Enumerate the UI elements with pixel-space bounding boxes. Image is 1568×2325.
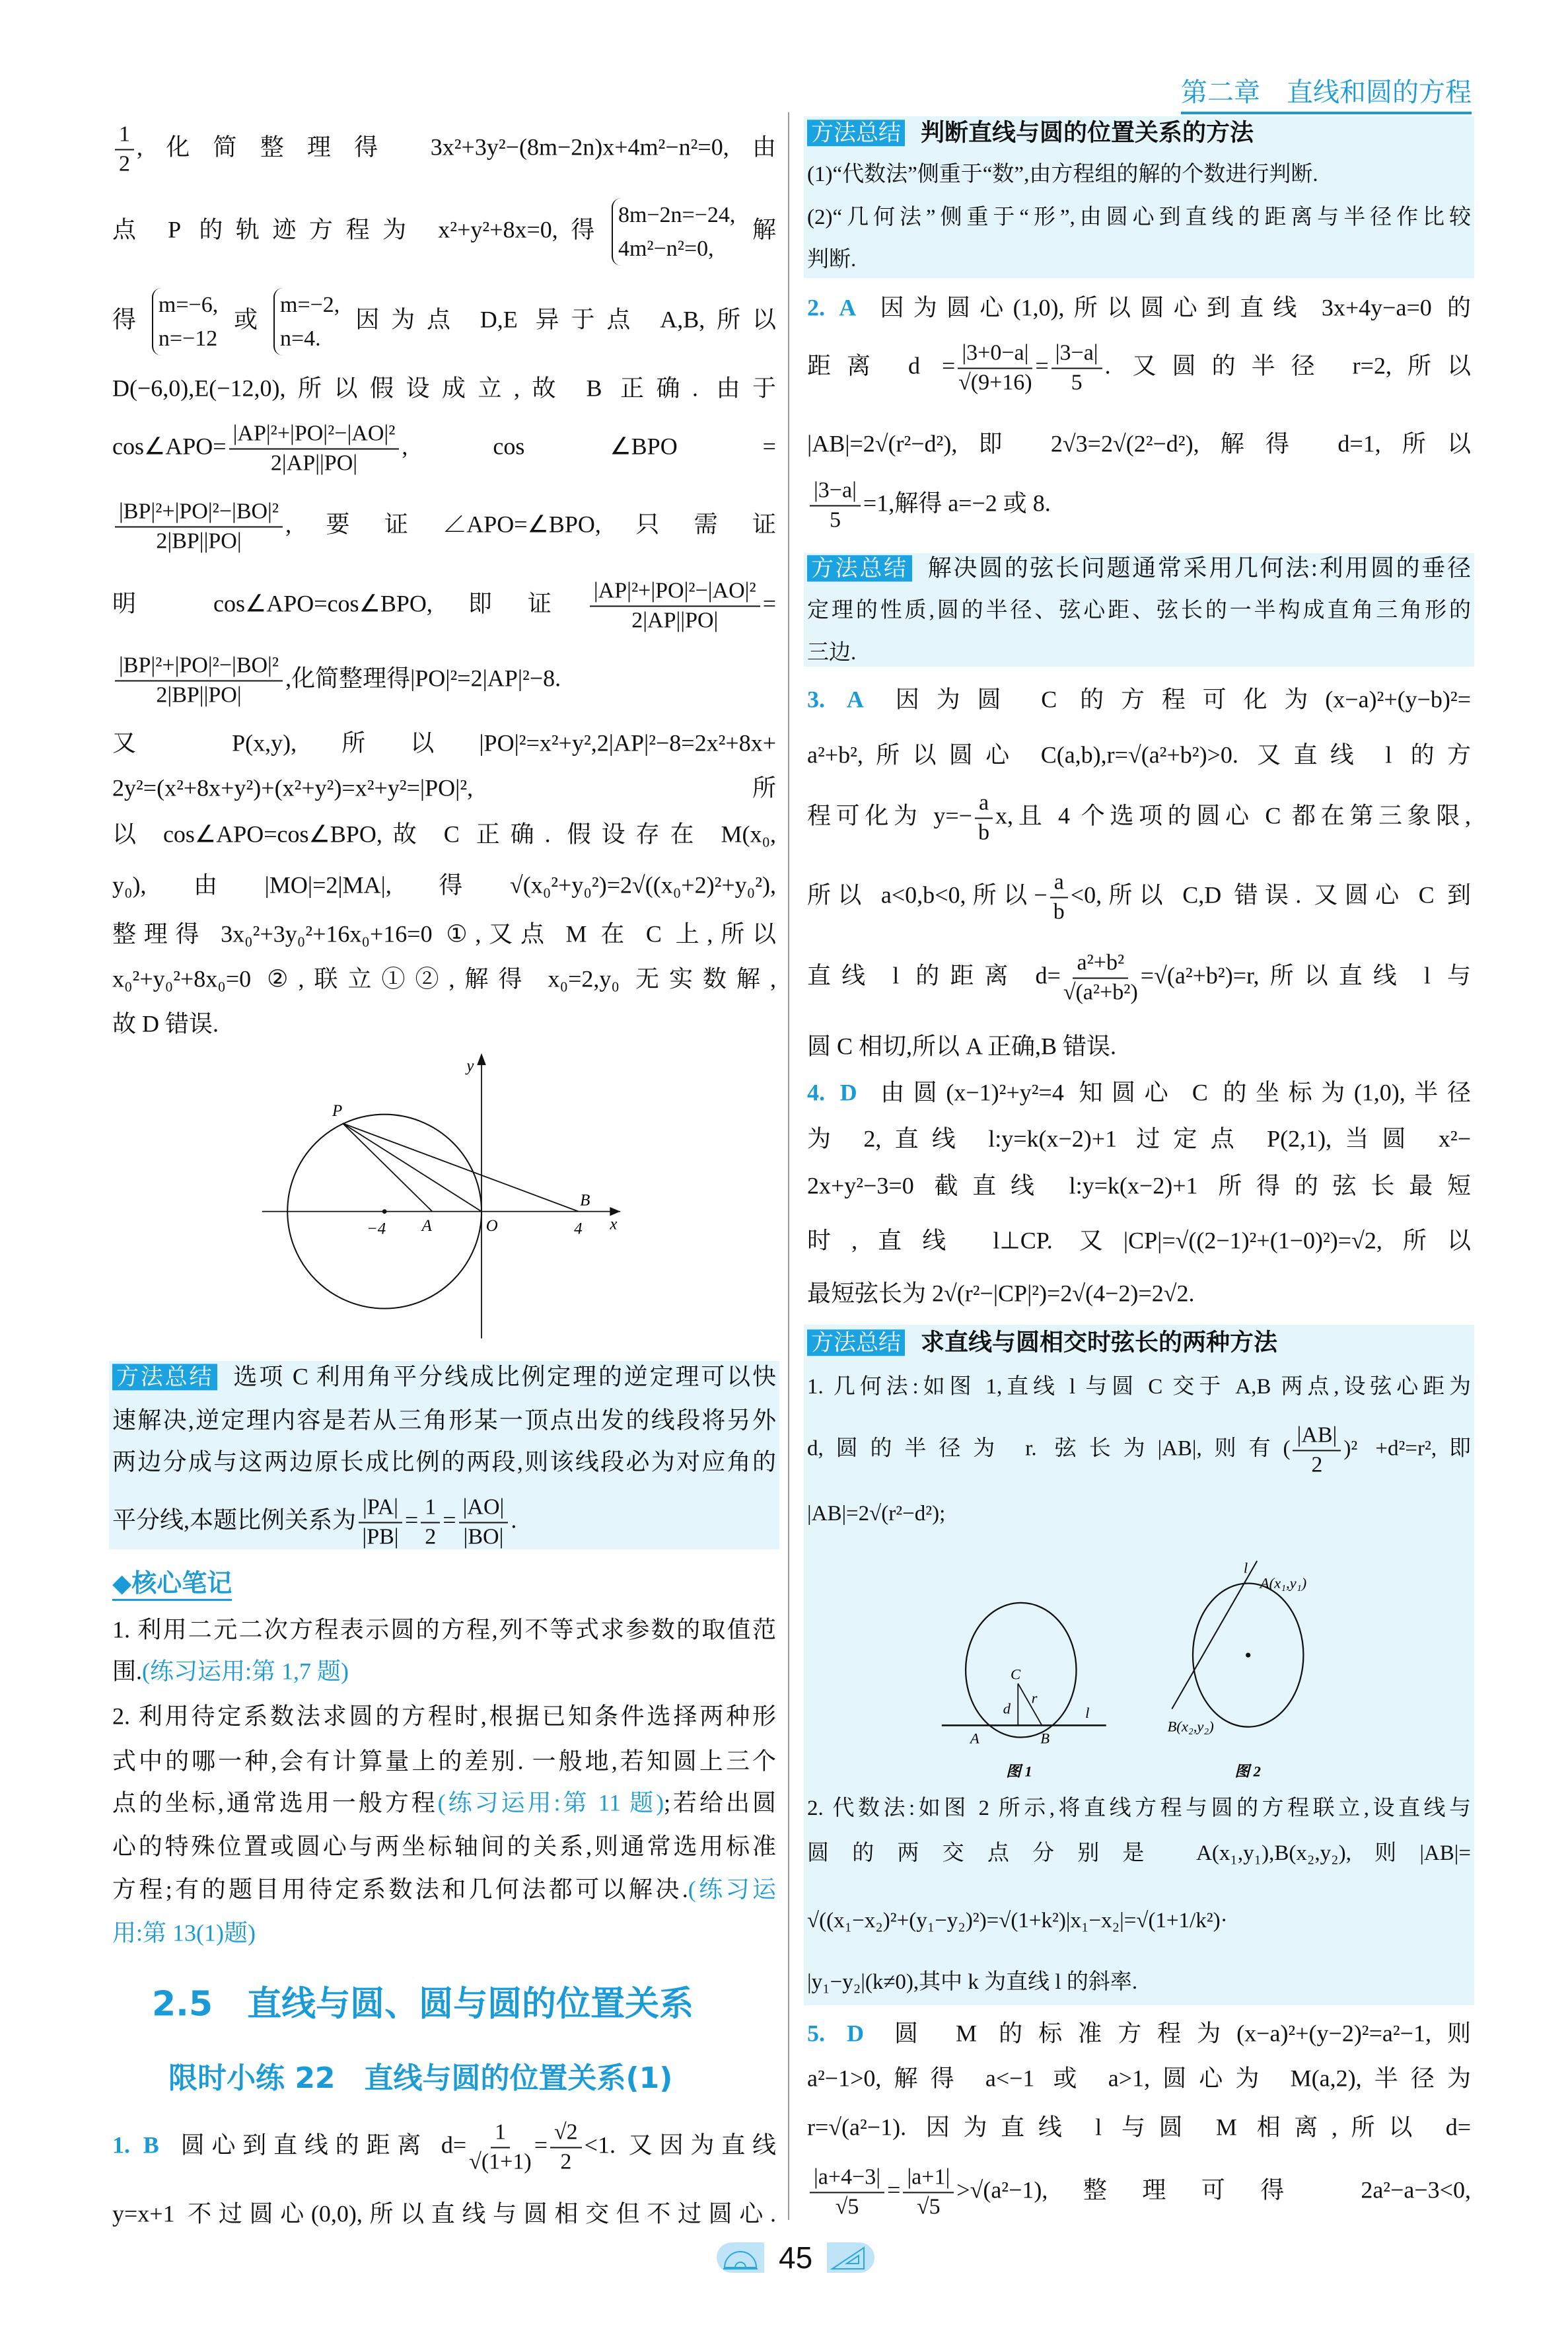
numerator: |BP|²+|PO|²−|BO|²: [115, 652, 283, 682]
numerator: a: [975, 790, 993, 819]
practice-reference: (练习运用:第 1,7 题): [142, 1658, 349, 1685]
answer-3: [807, 686, 1471, 713]
fraction: [590, 577, 760, 635]
text: =: [1035, 352, 1049, 379]
text: =√(a²+b²)=r,所以直线 l 与: [1140, 962, 1471, 989]
text: 明 cos∠APO=cos∠BPO,即证: [112, 590, 587, 617]
text-line: 最短弦长为 2√(r²−|CP|²)=2√(4−2)=2√2.: [807, 1280, 1195, 1307]
text-line: 速解决,逆定理内容是若从三角形某一顶点出发的线段将另外: [112, 1407, 776, 1434]
label-A: A(x₁,y₁): [1260, 1574, 1307, 1592]
text-line: [112, 198, 776, 266]
text-line: r=√(a²−1). 因为直线 l 与圆 M 相离,所以 d=: [807, 2114, 1471, 2141]
text: . 又圆的半径 r=2,所以: [1104, 352, 1471, 379]
text-line: [807, 554, 1471, 581]
answer-number: 5. D: [807, 2020, 865, 2047]
fraction: [459, 1494, 509, 1551]
fraction: [975, 790, 993, 847]
circle-C: [966, 1603, 1076, 1738]
tick-label: 4: [574, 1220, 583, 1238]
text-line: (2)“几何法”侧重于“形”,由圆心到直线的距离与半径作比较: [807, 205, 1471, 230]
numerator: |AB|: [1293, 1422, 1341, 1452]
text-line: 2. 利用待定系数法求圆的方程时,根据已知条件选择两种形: [112, 1703, 776, 1730]
text: >√(a²−1),整理可得 2a²−a−3<0,: [956, 2176, 1471, 2203]
numerator: 1: [115, 121, 134, 151]
text: 因为圆心(1,0),所以圆心到直线 3x+4y−a=0 的: [871, 294, 1471, 321]
fraction: [810, 2164, 884, 2221]
fraction: [1063, 949, 1138, 1007]
numerator: √2: [550, 2119, 582, 2149]
text: 所以 a<0,b<0,所以−: [807, 881, 1048, 908]
numerator: |AP|²+|PO|²−|AO|²: [590, 577, 760, 607]
text: 程可化为 y=−: [807, 802, 972, 829]
denominator: √(9+16): [958, 370, 1032, 394]
text-line: [112, 1658, 776, 1685]
numerator: |AO|: [459, 1494, 509, 1524]
chapter-header: 第二章 直线和圆的方程: [1181, 71, 1472, 114]
numerator: |PA|: [359, 1494, 402, 1524]
denominator: 2: [425, 1524, 437, 1549]
figure-caption: 图 2: [1234, 1763, 1261, 1780]
equation: 8m−2n=−24,: [618, 203, 736, 227]
text: 距离 d =: [807, 352, 956, 379]
center-point: [1246, 1652, 1250, 1657]
text-line: [807, 1422, 1471, 1479]
text: 得: [112, 306, 148, 333]
fraction: [1293, 1422, 1341, 1479]
practice-reference: (练习运: [688, 1876, 776, 1903]
fraction: [810, 477, 861, 535]
equation: n=−12: [158, 326, 218, 351]
text: )² +d²=r²,即: [1343, 1436, 1471, 1461]
text-line: 定理的性质,圆的半径、弦心距、弦长的一半构成直角三角形的: [807, 599, 1471, 623]
fraction: [1050, 869, 1068, 926]
fraction: [421, 1494, 440, 1551]
denominator: b: [1053, 899, 1065, 924]
equation: 4m²−n²=0,: [618, 237, 714, 261]
text: ,化简整理得 3x²+3y²−(8m−2n)x+4m²−n²=0,由: [137, 133, 776, 161]
section-title: 2.5 直线与圆、圆与圆的位置关系: [152, 1984, 694, 2024]
label-r: r: [1031, 1689, 1038, 1707]
text: =: [404, 1506, 419, 1533]
numerator: |a+4−3|: [810, 2164, 884, 2194]
text-line: 时,直线 l⊥CP. 又|CP|=√((2−1)²+(1−0)²)=√2,所以: [807, 1227, 1471, 1254]
text: 直线 l 的距离 d=: [807, 962, 1061, 989]
text-line: (1)“代数法”侧重于“数”,由方程组的解的个数进行判断.: [807, 163, 1318, 187]
text-line: x₀²+y₀²+8x₀=0 ②,联立①②,解得 x₀=2,y₀ 无实数解,: [112, 965, 776, 992]
text-line: [807, 2164, 1471, 2221]
text-line: 圆 C 相切,所以 A 正确,B 错误.: [807, 1033, 1117, 1060]
denominator: |BO|: [463, 1524, 504, 1549]
fraction: [903, 2164, 954, 2221]
text-line: [807, 869, 1471, 926]
axis-label-x: x: [610, 1215, 618, 1234]
fraction: [469, 2119, 531, 2176]
text: 平分线,本题比例关系为: [112, 1506, 357, 1533]
text-line: 两边分成与这两边原长成比例的两段,则该线段必为对应角的: [112, 1448, 776, 1475]
text-line: |y₁−y₂|(k≠0),其中 k 为直线 l 的斜率.: [807, 1970, 1138, 1995]
denominator: 2|BP||PO|: [156, 683, 242, 707]
label-d: d: [1003, 1700, 1011, 1717]
denominator: |PB|: [362, 1524, 399, 1549]
answer-2: [807, 294, 1471, 321]
method-tag: 方法总结: [112, 1364, 217, 1390]
set-square-icon: [827, 2242, 874, 2273]
text: , cos ∠BPO =: [402, 433, 776, 460]
text: d,圆的半径为 r. 弦长为|AB|,则有(: [807, 1436, 1291, 1461]
text-line: D(−6,0),E(−12,0),所以假设成立,故 B 正确. 由于: [112, 375, 776, 402]
denominator: 2|AP||PO|: [631, 608, 719, 632]
text-line: [807, 790, 1471, 847]
text-line: 式中的哪一种,会有计算量上的差别. 一般地,若知圆上三个: [112, 1748, 776, 1775]
point-label-O: O: [485, 1216, 498, 1235]
text-line: [807, 949, 1471, 1007]
text: 选项 C 利用角平分线成比例定理的逆定理可以快: [233, 1363, 776, 1390]
center-point: [382, 1209, 387, 1214]
text-line: [112, 1494, 776, 1551]
core-notes-title: ◆核心笔记: [112, 1563, 232, 1601]
text-line: a²+b²,所以圆心 C(a,b),r=√(a²+b²)>0. 又直线 l 的方: [807, 741, 1471, 768]
figure-2: [1168, 1560, 1307, 1780]
page-footer: [717, 2240, 874, 2275]
exercise-title: 限时小练 22 直线与圆的位置关系(1): [168, 2061, 673, 2095]
text-line: [112, 498, 776, 556]
figure-1: [942, 1603, 1106, 1779]
text-line: [807, 340, 1471, 397]
answer-1: [112, 2119, 776, 2176]
denominator: 2: [1311, 1452, 1323, 1477]
text-line: 2x+y²−3=0 截直线 l:y=k(x−2)+1 所得的弦长最短: [807, 1172, 1471, 1199]
answer-number: 4. D: [807, 1079, 857, 1106]
line-l: [1172, 1561, 1257, 1709]
text-line: 2y²=(x²+8x+y²)+(x²+y²)=x²+y²=|PO|²,所: [112, 774, 776, 801]
denominator: 2: [119, 151, 130, 176]
axis-label-y: y: [466, 1057, 474, 1076]
text-line: [112, 121, 776, 178]
practice-reference: (练习运用:第 11 题): [437, 1789, 664, 1816]
label-C: C: [1010, 1666, 1021, 1683]
text-line: a²−1>0,解得 a<−1 或 a>1,圆心为 M(a,2),半径为: [807, 2065, 1471, 2092]
fraction: [550, 2119, 582, 2176]
text: 因为点 D,E 异于点 A,B,所以: [343, 306, 776, 333]
radius-r: [1018, 1683, 1042, 1725]
denominator: 2|AP||PO|: [270, 451, 358, 475]
text: 圆心到直线的距离 d=: [173, 2131, 467, 2159]
text-line: 2. 代数法:如图 2 所示,将直线方程与圆的方程联立,设直线与: [807, 1796, 1471, 1821]
text-line: 为 2,直线 l:y=k(x−2)+1 过定点 P(2,1),当圆 x²−: [807, 1125, 1471, 1152]
text-line: 又 P(x,y),所以|PO|²=x²+y²,2|AP|²−8=2x²+8x+: [112, 729, 776, 757]
equation: n=4.: [280, 326, 321, 351]
text-line: y=x+1 不过圆心(0,0),所以直线与圆相交但不过圆心.: [112, 2200, 776, 2227]
text: 解: [739, 216, 776, 243]
segment-PA: [343, 1123, 433, 1211]
figure-caption: 图 1: [1006, 1763, 1032, 1780]
denominator: √5: [916, 2194, 941, 2219]
column-divider: [788, 112, 789, 2220]
numerator: a²+b²: [1073, 949, 1128, 979]
answer-5: [807, 2020, 1471, 2047]
coordinate-figure: [254, 1047, 628, 1346]
denominator: √(1+1): [469, 2149, 532, 2174]
fraction: [115, 652, 283, 710]
denominator: 2|BP||PO|: [156, 529, 242, 553]
label-B: B(x₂,y₂): [1167, 1718, 1214, 1735]
answer-number: 2. A: [807, 294, 857, 321]
text: =: [443, 1506, 456, 1533]
text-line: 故 D 错误.: [112, 1010, 219, 1037]
numerator: |3−a|: [1051, 340, 1102, 369]
label-l: l: [1243, 1559, 1248, 1576]
text-line: 三边.: [807, 641, 857, 665]
text: 方程;有的题目用待定系数法和几何法都可以解决.: [112, 1876, 688, 1903]
equation-system: [612, 198, 735, 266]
denominator: 2: [560, 2149, 572, 2174]
text-line: [112, 577, 776, 635]
denominator: b: [978, 820, 989, 844]
y-axis-arrow: [477, 1053, 486, 1065]
numerator: |BP|²+|PO|²−|BO|²: [115, 498, 283, 528]
equation: m=−2,: [280, 293, 340, 317]
x-axis-arrow: [610, 1207, 620, 1216]
text-line: 整理得 3x₀²+3y₀²+16x₀+16=0 ①,又点 M 在 C 上,所以: [112, 920, 776, 947]
text-line: |AB|=2√(r²−d²),即 2√3=2√(2²−d²),解得 d=1,所以: [807, 430, 1471, 457]
text: 由圆(x−1)²+y²=4 知圆心 C 的坐标为(1,0),半径: [871, 1079, 1471, 1106]
point-label-A: A: [421, 1216, 432, 1235]
protractor-icon: [717, 2242, 764, 2273]
answer-number: 1. B: [112, 2131, 159, 2159]
denominator: √5: [835, 2194, 859, 2219]
text-line: [807, 119, 1471, 146]
text-line: 判断.: [807, 248, 857, 272]
text: 或: [222, 306, 269, 333]
text: =: [762, 590, 776, 617]
text: ;若给出圆: [664, 1789, 776, 1816]
practice-reference: 用:第 13(1)题): [112, 1919, 256, 1946]
text-line: 以 cos∠APO=cos∠BPO,故 C 正确. 假设存在 M(x₀,: [112, 821, 776, 848]
text: <1. 又因为直线: [584, 2131, 777, 2159]
answer-4: [807, 1079, 1471, 1106]
denominator: 5: [829, 507, 841, 532]
text-line: y₀),由|MO|=2|MA|,得√(x₀²+y₀²)=2√((x₀+2)²+y₀²),: [112, 871, 776, 899]
tick-label: −4: [367, 1220, 386, 1238]
chord-figures: [897, 1547, 1375, 1802]
text-line: [112, 1876, 776, 1903]
label-A: A: [970, 1730, 980, 1747]
text: 解决圆的弦长问题通常采用几何法:利用圆的垂径: [927, 554, 1471, 581]
text: 圆 M 的标准方程为(x−a)²+(y−2)²=a²−1,则: [878, 2020, 1471, 2047]
equation-system: [273, 288, 339, 355]
text: 点的坐标,通常选用一般方程: [112, 1789, 438, 1816]
numerator: a: [1050, 869, 1068, 899]
point-label-B: B: [580, 1191, 590, 1210]
fraction: [958, 340, 1032, 397]
text: =: [887, 2176, 901, 2203]
fraction: [1051, 340, 1102, 397]
text: 围.: [112, 1658, 143, 1685]
label-B: B: [1040, 1730, 1050, 1747]
text-line: √((x₁−x₂)²+(y₁−y₂)²)=√(1+k²)|x₁−x₂|=√(1+1/k²)·: [807, 1909, 1228, 1933]
numerator: |3+0−a|: [958, 340, 1032, 369]
text-line: [112, 420, 776, 478]
method-tag: 方法总结: [807, 120, 905, 146]
equation: m=−6,: [158, 293, 219, 317]
text: .: [511, 1506, 517, 1533]
numerator: 1: [421, 1494, 440, 1524]
fraction: [115, 121, 134, 178]
text: <0,所以 C,D 错误. 又圆心 C 到: [1070, 881, 1471, 908]
numerator: |a+1|: [903, 2164, 954, 2194]
denominator: 5: [1071, 370, 1083, 394]
text-line: [112, 288, 776, 355]
numerator: 1: [491, 2119, 510, 2149]
text-line: 1. 利用二元二次方程表示圆的方程,列不等式求参数的取值范: [112, 1616, 776, 1643]
label-l: l: [1085, 1705, 1090, 1722]
text: 因为圆 C 的方程可化为(x−a)²+(y−b)²=: [878, 686, 1472, 713]
text-line: |AB|=2√(r²−d²);: [807, 1502, 946, 1526]
text-line: [807, 477, 1471, 535]
numerator: |AP|²+|PO|²−|AO|²: [229, 420, 400, 450]
text: ,化简整理得|PO|²=2|AP|²−8.: [285, 665, 561, 692]
text: x,且 4 个选项的圆心 C 都在第三象限,: [995, 802, 1472, 829]
point-label-P: P: [332, 1101, 343, 1120]
text-line: 1. 几何法:如图 1,直线 l 与圆 C 交于 A,B 两点,设弦心距为: [807, 1375, 1471, 1399]
text-line: [112, 1789, 776, 1816]
answer-number: 3. A: [807, 686, 864, 713]
equation-system: [152, 288, 218, 355]
text: ,要证∠APO=∠BPO,只需证: [285, 511, 776, 538]
text: cos∠APO=: [112, 433, 227, 460]
fraction: [115, 498, 283, 556]
text-line: [112, 652, 776, 710]
text-line: [807, 1329, 1471, 1356]
method-tag: 方法总结: [807, 555, 912, 581]
text-line: 圆的两交点分别是 A(x₁,y₁),B(x₂,y₂),则|AB|=: [807, 1841, 1471, 1866]
text: =1,解得 a=−2 或 8.: [863, 490, 1051, 517]
numerator: |3−a|: [810, 477, 861, 507]
text: 点 P 的轨迹方程为 x²+y²+8x=0,得: [112, 216, 608, 243]
text-line: 心的特殊位置或圆心与两坐标轴间的关系,则通常选用标准: [112, 1833, 776, 1860]
fraction: [229, 420, 400, 478]
method-title: 求直线与圆相交时弦长的两种方法: [921, 1329, 1278, 1356]
page-number: 45: [779, 2240, 813, 2275]
denominator: √(a²+b²): [1063, 980, 1138, 1004]
fraction: [359, 1494, 402, 1551]
method-tag: 方法总结: [807, 1329, 905, 1356]
text-line: [112, 1363, 776, 1390]
text: =: [534, 2131, 548, 2159]
method-title: 判断直线与圆的位置关系的方法: [921, 119, 1254, 147]
